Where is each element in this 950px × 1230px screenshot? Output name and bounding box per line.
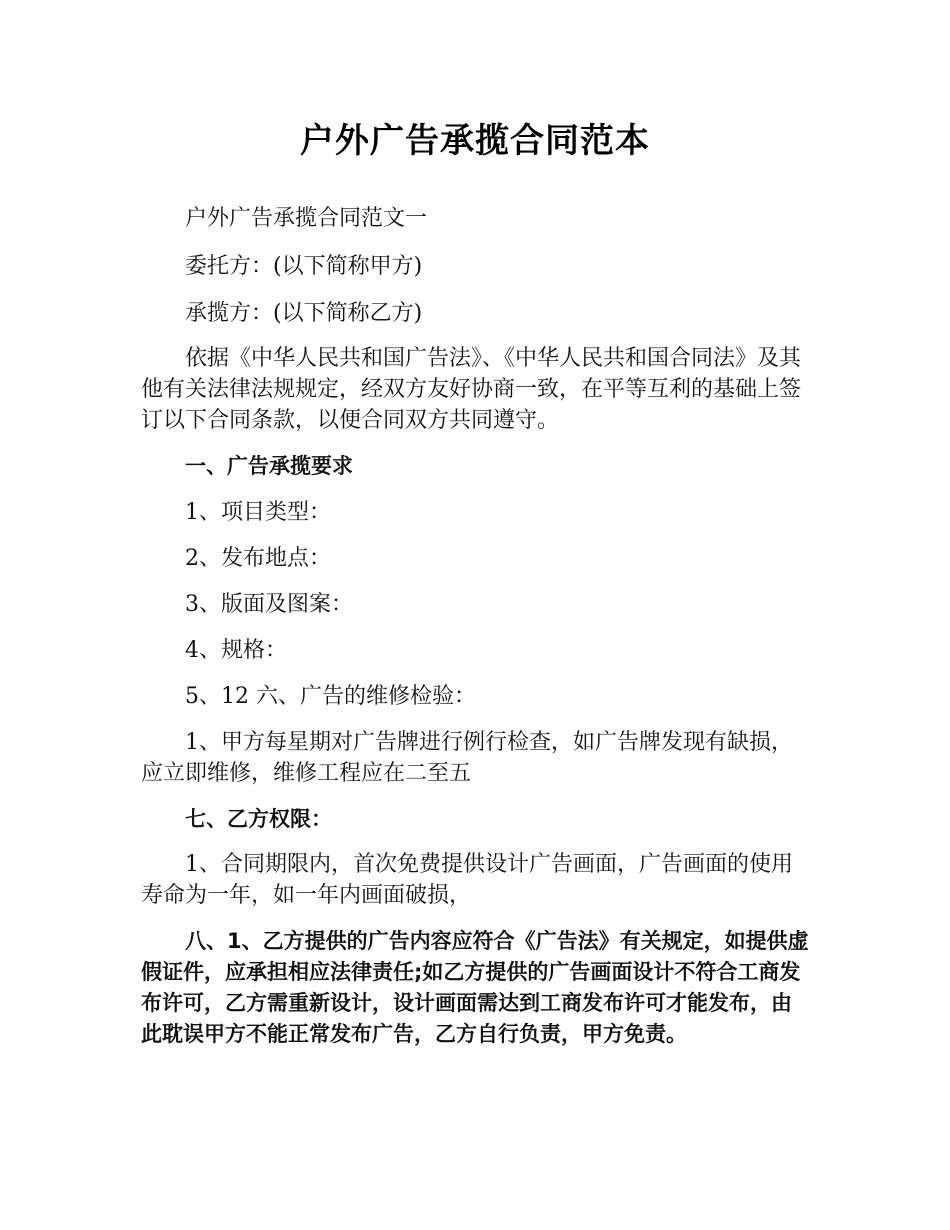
maintenance-paragraph: 1、甲方每星期对广告牌进行例行检查，如广告牌发现有缺损，应立即维修，维修工程应在二至五 [141, 730, 793, 786]
item-publish-location: 2、发布地点： [185, 546, 331, 571]
item-maintenance-inspection: 5、12 六、广告的维修检验： [185, 684, 476, 709]
preamble-paragraph: 依据《中华人民共和国广告法》、《中华人民共和国合同法》及其他有关法律法规规定，经双方友好协商一致，在平等互利的基础上签订以下合同条款，以便合同双方共同遵守。 [141, 346, 802, 433]
section-8-paragraph: 八、1、乙方提供的广告内容应符合《广告法》有关规定，如提供虚假证件，应承担相应法律责任;如乙方提供的广告画面设计不符合工商发布许可，乙方需重新设计，设计画面需达到工商发布许可才能发布，由此耽误甲方不能正常发布广告，乙方自行负责，甲方免责。 [141, 929, 809, 1046]
party-b-line: 承揽方：(以下简称乙方) [185, 301, 423, 326]
document-subtitle: 户外广告承揽合同范文一 [185, 206, 428, 231]
document-title: 户外广告承揽合同范本 [300, 121, 650, 161]
item-layout-pattern: 3、版面及图案： [185, 592, 353, 617]
party-a-line: 委托方：(以下简称甲方) [185, 254, 423, 279]
section-heading-7: 七、乙方权限： [185, 807, 332, 831]
item-project-type: 1、项目类型： [185, 500, 331, 525]
section-heading-1: 一、广告承揽要求 [185, 454, 353, 478]
item-specification: 4、规格： [185, 638, 287, 663]
design-term-paragraph: 1、合同期限内，首次免费提供设计广告画面，广告画面的使用寿命为一年，如一年内画面破损， [141, 852, 793, 908]
